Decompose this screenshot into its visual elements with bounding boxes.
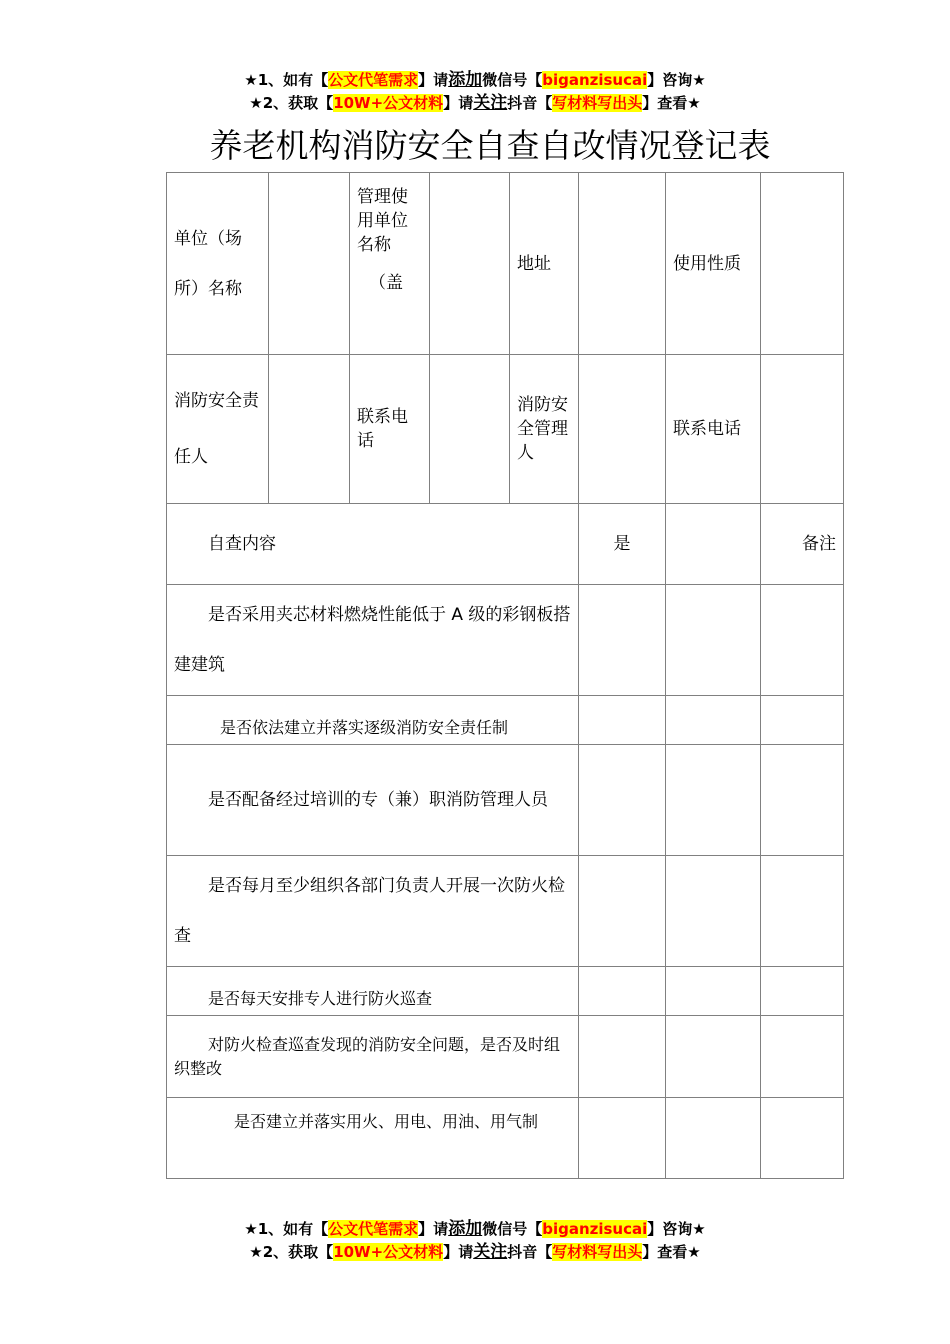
phone-label-2: 联系电话 bbox=[666, 355, 761, 504]
phone-value-2[interactable] bbox=[761, 355, 844, 504]
banner-emphasis: 关注 bbox=[473, 93, 508, 113]
safety-manager-value[interactable] bbox=[579, 355, 666, 504]
check-remark-cell[interactable] bbox=[761, 856, 844, 967]
check-no-cell[interactable] bbox=[666, 745, 761, 856]
banner-highlight: 公文代笔需求 bbox=[328, 71, 419, 89]
banner-highlight: biganzisucai bbox=[542, 71, 648, 89]
remark-header: 备注 bbox=[761, 504, 844, 585]
content-header: 自查内容 bbox=[167, 504, 579, 585]
safety-owner-value[interactable] bbox=[269, 355, 350, 504]
address-value[interactable] bbox=[579, 173, 666, 355]
banner-text: 】请 bbox=[443, 94, 474, 112]
check-yes-cell[interactable] bbox=[579, 1098, 666, 1179]
check-yes-cell[interactable] bbox=[579, 745, 666, 856]
check-remark-cell[interactable] bbox=[761, 1098, 844, 1179]
check-yes-cell[interactable] bbox=[579, 585, 666, 696]
banner-emphasis: 添加 bbox=[448, 70, 483, 90]
banner-emphasis: 添加 bbox=[448, 1219, 483, 1239]
yes-header: 是 bbox=[579, 504, 666, 585]
banner-text: 】请 bbox=[418, 71, 449, 89]
banner-text: 】请 bbox=[418, 1220, 449, 1238]
banner-highlight: 写材料写出头 bbox=[552, 1243, 643, 1261]
check-item: 是否每月至少组织各部门负责人开展一次防火检查 bbox=[167, 856, 579, 967]
check-remark-cell[interactable] bbox=[761, 967, 844, 1016]
check-remark-cell[interactable] bbox=[761, 1016, 844, 1098]
mgmt-unit-label bbox=[350, 173, 430, 355]
mgmt-unit-label-text: 管理使用单位名称 bbox=[357, 187, 408, 255]
banner-highlight: 10W+公文材料 bbox=[333, 1243, 444, 1261]
check-no-cell[interactable] bbox=[666, 1016, 761, 1098]
table-row bbox=[167, 967, 844, 1016]
banner-text: ★2、获取【 bbox=[249, 94, 334, 112]
banner-text: 】咨询★ bbox=[647, 71, 706, 89]
banner-emphasis: 关注 bbox=[473, 1242, 508, 1262]
banner-text: 微信号【 bbox=[482, 1220, 543, 1238]
table-row bbox=[167, 173, 844, 355]
banner-text: ★1、如有【 bbox=[244, 1220, 329, 1238]
banner-text: 】查看★ bbox=[642, 1243, 701, 1261]
table-row bbox=[167, 696, 844, 745]
banner-highlight: 写材料写出头 bbox=[552, 94, 643, 112]
usage-label: 使用性质 bbox=[666, 173, 761, 355]
mgmt-unit-value[interactable] bbox=[430, 173, 510, 355]
table-row bbox=[167, 745, 844, 856]
table-row bbox=[167, 1098, 844, 1179]
check-no-cell[interactable] bbox=[666, 696, 761, 745]
banner-line-2 bbox=[0, 92, 950, 115]
banner-text: 抖音【 bbox=[507, 94, 553, 112]
unit-name-value[interactable] bbox=[269, 173, 350, 355]
banner-line-2 bbox=[0, 1241, 950, 1264]
banner-text: 】查看★ bbox=[642, 94, 701, 112]
no-header bbox=[666, 504, 761, 585]
banner-text: ★2、获取【 bbox=[249, 1243, 334, 1261]
check-item: 是否配备经过培训的专（兼）职消防管理人员 bbox=[167, 745, 579, 856]
check-yes-cell[interactable] bbox=[579, 1016, 666, 1098]
unit-name-label: 单位（场所）名称 bbox=[167, 173, 269, 355]
address-label: 地址 bbox=[510, 173, 579, 355]
safety-manager-label: 消防安全管理人 bbox=[510, 355, 579, 504]
usage-value[interactable] bbox=[761, 173, 844, 355]
check-remark-cell[interactable] bbox=[761, 745, 844, 856]
check-yes-cell[interactable] bbox=[579, 856, 666, 967]
check-item: 是否采用夹芯材料燃烧性能低于 A 级的彩钢板搭建建筑 bbox=[167, 585, 579, 696]
banner-text: 】请 bbox=[443, 1243, 474, 1261]
check-no-cell[interactable] bbox=[666, 1098, 761, 1179]
top-banner bbox=[0, 69, 950, 115]
banner-line-1 bbox=[0, 69, 950, 92]
phone-label-1: 联系电话 bbox=[350, 355, 430, 504]
table-header-row bbox=[167, 504, 844, 585]
banner-text: 抖音【 bbox=[507, 1243, 553, 1261]
banner-highlight: biganzisucai bbox=[542, 1220, 648, 1238]
document-title: 养老机构消防安全自查自改情况登记表 bbox=[209, 126, 771, 165]
table-row bbox=[167, 856, 844, 967]
inspection-table bbox=[166, 172, 844, 1179]
safety-owner-label: 消防安全责任人 bbox=[167, 355, 269, 504]
check-yes-cell[interactable] bbox=[579, 967, 666, 1016]
banner-line-1 bbox=[0, 1218, 950, 1241]
table-row bbox=[167, 355, 844, 504]
check-yes-cell[interactable] bbox=[579, 696, 666, 745]
banner-text: 微信号【 bbox=[482, 71, 543, 89]
banner-highlight: 10W+公文材料 bbox=[333, 94, 444, 112]
check-no-cell[interactable] bbox=[666, 585, 761, 696]
phone-value-1[interactable] bbox=[430, 355, 510, 504]
bottom-banner bbox=[0, 1218, 950, 1264]
check-item: 是否依法建立并落实逐级消防安全责任制 bbox=[167, 696, 579, 745]
table-row bbox=[167, 1016, 844, 1098]
check-item: 是否每天安排专人进行防火巡查 bbox=[167, 967, 579, 1016]
check-item: 对防火检查巡查发现的消防安全问题，是否及时组织整改 bbox=[167, 1016, 579, 1098]
check-no-cell[interactable] bbox=[666, 967, 761, 1016]
banner-text: ★1、如有【 bbox=[244, 71, 329, 89]
table-row bbox=[167, 585, 844, 696]
banner-highlight: 公文代笔需求 bbox=[328, 1220, 419, 1238]
check-remark-cell[interactable] bbox=[761, 585, 844, 696]
check-no-cell[interactable] bbox=[666, 856, 761, 967]
mgmt-unit-label-seal: （盖 bbox=[369, 273, 403, 293]
banner-text: 】咨询★ bbox=[647, 1220, 706, 1238]
check-remark-cell[interactable] bbox=[761, 696, 844, 745]
check-item: 是否建立并落实用火、用电、用油、用气制 bbox=[167, 1098, 579, 1179]
